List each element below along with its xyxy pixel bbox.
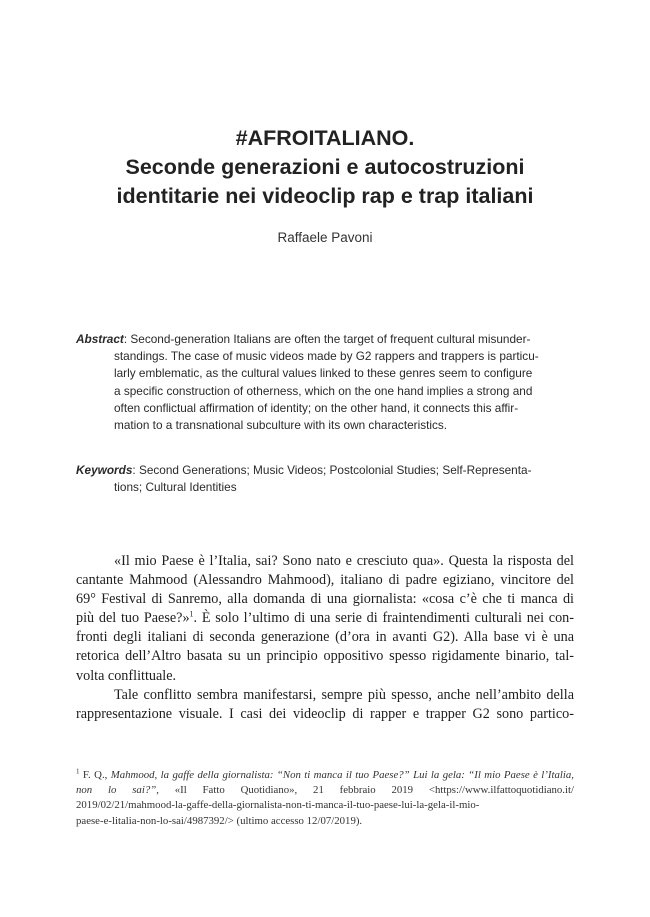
- footnote-1: [76, 768, 574, 829]
- body-line: Tale conflitto sembra manifestarsi, sempre più spesso, anche nell’ambito della: [114, 686, 574, 703]
- article-title: [76, 124, 574, 211]
- body-line: rappresentazione visuale. I casi dei videoclip di rapper e trapper G2 sono partico-: [76, 705, 574, 722]
- title-line-1: #AFROITALIANO.: [235, 126, 415, 150]
- abstract-line: larly emblematic, as the cultural values linked to these genres seem to configure: [114, 366, 533, 381]
- body-line-segment: più del tuo Paese?»: [76, 610, 190, 627]
- body-line: 69° Festival di Sanremo, alla domanda di una giornalista: «cosa c’è che ti manca di: [76, 591, 574, 608]
- body-text: [76, 552, 574, 724]
- abstract-line: standings. The case of music videos made by G2 rappers and trappers is particu-: [114, 349, 539, 364]
- footnote-article-title: Mahmood, la gaffe della giornalista: “Non ti manca il tuo Paese?” Lui la gela: “Il mio Paese è l’Italia,: [110, 769, 574, 781]
- keywords-section: [76, 462, 574, 496]
- abstract-line: mation to a transnational subculture with its own characteristics.: [114, 418, 448, 433]
- abstract-line: : Second-generation Italians are often the target of frequent cultural misunder-: [123, 332, 531, 346]
- footnote-mark: 1: [76, 767, 80, 776]
- footnote-url-line: 2019/02/21/mahmood-la-gaffe-della-giornalista-non-ti-manca-il-tuo-paese-lui-la-gela-il-mio-: [76, 799, 480, 812]
- body-line-segment: . È solo l’ultimo di una serie di fraintendimenti culturali nei con-: [193, 610, 574, 627]
- body-line: retorica dell’Altro basata su un principio oppositivo spesso rigidamente binario, tal-: [76, 648, 574, 665]
- keywords-line: tions; Cultural Identities: [114, 480, 237, 495]
- body-line: cantante Mahmood (Alessandro Mahmood), italiano di padre egiziano, vincitore del: [76, 572, 574, 589]
- body-line-with-footnote: [76, 609, 574, 628]
- body-line: fronti degli italiani di seconda generazione (d’ora in avanti G2). Alla base vi è una: [76, 629, 574, 646]
- footnote-article-title-cont: non lo sai?”: [76, 784, 157, 797]
- footnote-segment: F. Q.,: [79, 769, 111, 781]
- footnote-url-line: paese-e-litalia-non-lo-sai/4987392/> (ultimo accesso 12/07/2019).: [76, 814, 363, 827]
- keywords-label: Keywords: [76, 463, 133, 477]
- footnote-reference[interactable]: 1: [189, 609, 194, 619]
- abstract-line: a specific construction of otherness, which on the one hand implies a strong and: [114, 383, 533, 398]
- title-line-2: Seconde generazioni e autocostruzioni: [125, 155, 525, 179]
- keywords-line: : Second Generations; Music Videos; Postcolonial Studies; Self-Representa-: [132, 463, 532, 477]
- footnote-segment: , «Il Fatto Quotidiano», 21 febbraio 2019 <https://www.ilfattoquotidiano.it/: [156, 784, 574, 797]
- body-line: «Il mio Paese è l’Italia, sai? Sono nato e cresciuto qua». Questa la risposta del: [114, 553, 574, 569]
- abstract-line: often conflictual affirmation of identity; on the other hand, it connects this affir-: [114, 400, 519, 415]
- body-line: volta conflittuale.: [76, 667, 177, 684]
- title-line-3: identitarie nei videoclip rap e trap italiani: [116, 184, 534, 208]
- abstract-section: [76, 331, 574, 434]
- abstract-label: Abstract: [76, 332, 124, 346]
- author-name: Raffaele Pavoni: [277, 230, 373, 245]
